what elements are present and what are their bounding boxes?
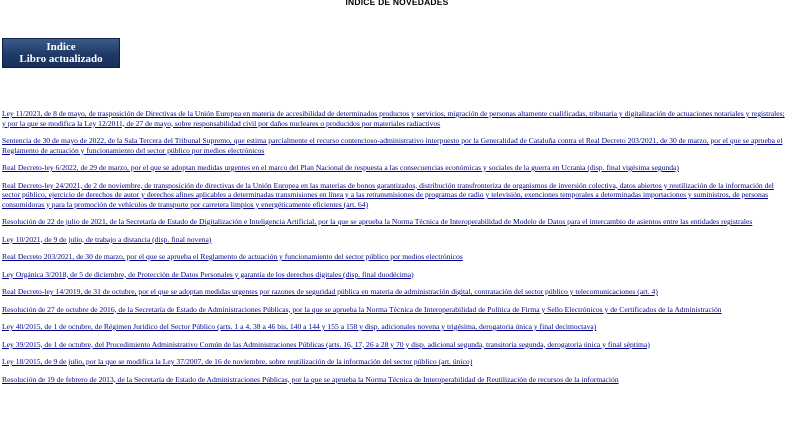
index-button-line1: Indice — [46, 41, 76, 53]
news-link[interactable]: Resolución de 19 de febrero de 2013, de la Secretaría de Estado de Administraciones Públicas, por la que se aprueba la Norma Técnica de Interoperabilidad de Reutilización de recursos de la información — [2, 374, 619, 384]
index-button-line2: Libro actualizado — [19, 53, 103, 65]
news-link[interactable]: Ley Orgánica 3/2018, de 5 de diciembre, de Protección de Datos Personales y garantía de los derechos digitales (disp. final duodécima) — [2, 269, 414, 279]
index-updated-book-button[interactable] — [2, 38, 120, 68]
news-link[interactable]: Real Decreto-ley 14/2019, de 31 de octubre, por el que se adoptan medidas urgentes por razones de seguridad pública en materia de administración digital, contratación del sector público y telecomunicaciones (art. 4) — [2, 287, 658, 296]
news-link[interactable]: Ley 11/2023, de 8 de mayo, de trasposición de Directivas de la Unión Europea en materia de accesibilidad de determinados productos y servicios, migración de personas altamente cualificadas, tributaria y digitalización de actuaciones notariales y registrales; y por la que se modifica la Ley 12/2011, de 27 de mayo, sobre responsabilidad civil por daños nucleares o producidos por materiales radiactivos — [2, 109, 785, 128]
page-title: INDICE DE NOVEDADES — [345, 0, 449, 7]
news-list — [2, 109, 790, 392]
news-link[interactable]: Sentencia de 30 de mayo de 2022, de la Sala Tercera del Tribunal Supremo, que estima parcialmente el recurso contencioso-administrativo interpuesto por la Generalidad de Cataluña contra el Real Decreto 203/2021, de 30 de marzo, por el que se aprueba el Reglamento de actuación y funcionamiento del sector público por medios electrónicos — [2, 136, 783, 155]
news-link[interactable]: Real Decreto-ley 6/2022, de 29 de marzo, por el que se adoptan medidas urgentes en el marco del Plan Nacional de respuesta a las consecuencias económicas y sociales de la guerra en Ucrania (disp. final vigésima segunda) — [2, 163, 679, 172]
news-link[interactable]: Ley 10/2021, de 9 de julio, de trabajo a distancia (disp. final novena) — [2, 234, 212, 244]
news-link[interactable]: Real Decreto-ley 24/2021, de 2 de noviembre, de transposición de directivas de la Unión Europea en las materias de bonos garantizados, distribución transfronteriza de organismos de inversión colectiva, datos abiertos y reutilización de la información del sector público, ejercicio de derechos de autor y derechos afines aplicables a determinadas transmisiones en línea y a las retransmisiones de programas de radio y televisión, exenciones temporales a determinadas importaciones y suministros, de personas consumidoras y para la promoción de vehículos de transporte por carretera limpios y energéticamente eficientes (art. 64) — [2, 180, 774, 209]
news-link[interactable]: Ley 39/2015, de 1 de octubre, del Procedimiento Administrativo Común de las Administraciones Públicas (arts. 16, 17, 26 a 28 y 70 y disp. adicional segunda, transitoria segunda, derogatoria única y final séptima) — [2, 339, 650, 349]
news-link[interactable]: Resolución de 27 de octubre de 2016, de la Secretaría de Estado de Administraciones Públicas, por la que se aprueba la Norma Técnica de Interoperabilidad de Política de Firma y Sello Electrónicos y de Certificados de la Administración — [2, 304, 722, 314]
news-link[interactable]: Resolución de 22 de julio de 2021, de la Secretaría de Estado de Digitalización e Inteligencia Artificial, por la que se aprueba la Norma Técnica de Interoperabilidad de Modelo de Datos para el intercambio de asientos entre las entidades registrales — [2, 217, 753, 226]
news-link[interactable]: Real Decreto 203/2021, de 30 de marzo, por el que se aprueba el Reglamento de actuación y funcionamiento del sector público por medios electrónicos — [2, 252, 463, 261]
news-link[interactable]: Ley 40/2015, de 1 de octubre, de Régimen Jurídico del Sector Público (arts. 1 a 4, 38 a 46 bis, 140 a 144 y 155 a 158 y disp. adicionales novena y trigésima, derogatoria única y final decimoctava) — [2, 322, 597, 331]
news-link[interactable]: Ley 18/2015, de 9 de julio, por la que se modifica la Ley 37/2007, de 16 de noviembre, sobre reutilización de la información del sector público (art. único) — [2, 357, 473, 366]
